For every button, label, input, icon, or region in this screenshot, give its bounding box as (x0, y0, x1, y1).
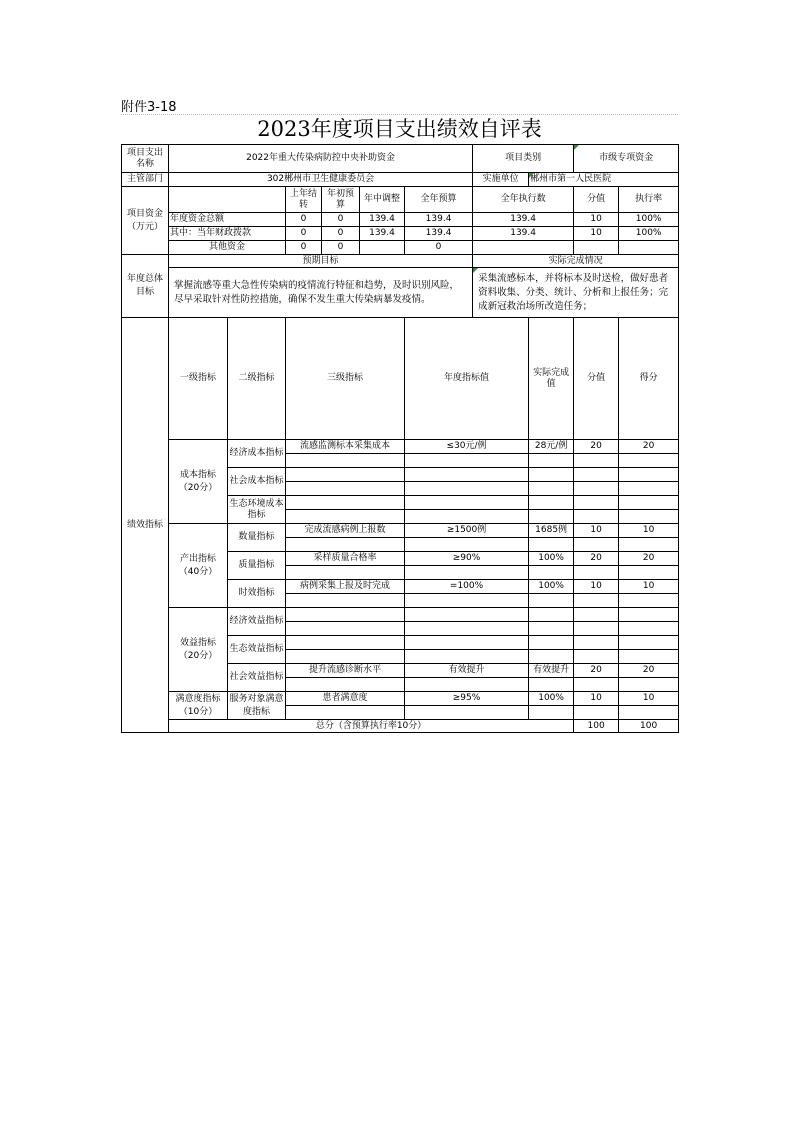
project-name-label: 项目支出名称 (122, 145, 169, 173)
funds-cell: 0 (286, 241, 322, 255)
page-title: 2023年度项目支出绩效自评表 (257, 117, 542, 141)
funds-header-blank (169, 187, 286, 213)
l3-indicator: 采样质量合格率 (286, 552, 405, 566)
score (619, 706, 679, 720)
performance-label: 绩效指标 (122, 318, 169, 733)
target-value (405, 622, 529, 636)
l1-output: 产出指标（40分） (169, 524, 228, 608)
actual-value (529, 636, 574, 650)
score: 10 (619, 692, 679, 706)
funds-row-name: 其中：当年财政拨款 (169, 227, 286, 241)
actual-value (529, 594, 574, 608)
actual-value (529, 468, 574, 482)
perf-header: 一级指标 (169, 318, 228, 440)
l3-indicator (286, 566, 405, 580)
l2-econ-benefit: 经济效益指标 (228, 608, 286, 636)
actual-value (529, 608, 574, 622)
target-value: =100% (405, 580, 529, 594)
funds-cell (619, 241, 679, 255)
l3-indicator (286, 608, 405, 622)
funds-header: 全年执行数 (473, 187, 574, 213)
target-value: ≥95% (405, 692, 529, 706)
perf-header: 二级指标 (228, 318, 286, 440)
score-value: 20 (574, 552, 619, 566)
funds-cell: 139.4 (360, 227, 405, 241)
score-value: 10 (574, 524, 619, 538)
score-value: 10 (574, 580, 619, 594)
l1-benefit: 效益指标（20分） (169, 608, 228, 692)
actual-value: 100% (529, 552, 574, 566)
l2-eco-cost: 生态环境成本指标 (228, 496, 286, 524)
funds-cell: 0 (405, 241, 473, 255)
funds-header: 上年结转 (286, 187, 322, 213)
score-value (574, 496, 619, 510)
target-value: ≤30元/例 (405, 440, 529, 454)
score (619, 454, 679, 468)
score-value (574, 650, 619, 664)
score (619, 566, 679, 580)
actual-value (529, 650, 574, 664)
funds-cell: 0 (322, 227, 360, 241)
funds-cell: 139.4 (360, 213, 405, 227)
l3-indicator (286, 622, 405, 636)
perf-header: 年度指标值 (405, 318, 529, 440)
actual-value: 有效提升 (529, 664, 574, 678)
l3-indicator (286, 482, 405, 496)
funds-header: 年初预算 (322, 187, 360, 213)
score-value (574, 622, 619, 636)
score-value (574, 454, 619, 468)
project-name: 2022年重大传染病防控中央补助资金 (169, 145, 473, 173)
l2-eco-benefit: 生态效益指标 (228, 636, 286, 664)
project-category-label: 项目类别 (473, 145, 574, 173)
score: 20 (619, 440, 679, 454)
target-value (405, 594, 529, 608)
perf-header: 得分 (619, 318, 679, 440)
target-value: 有效提升 (405, 664, 529, 678)
perf-header: 实际完成值 (529, 318, 574, 440)
l1-satisfaction: 满意度指标（10分） (169, 692, 228, 720)
funds-cell (473, 241, 574, 255)
funds-cell: 100% (619, 227, 679, 241)
actual-value (529, 706, 574, 720)
funds-header: 全年预算 (405, 187, 473, 213)
score-value (574, 566, 619, 580)
funds-cell: 100% (619, 213, 679, 227)
score (619, 538, 679, 552)
funds-label: 项目资金（万元） (122, 187, 169, 255)
l2-social-cost: 社会成本指标 (228, 468, 286, 496)
l3-indicator (286, 678, 405, 692)
score-value (574, 678, 619, 692)
l3-indicator (286, 468, 405, 482)
l3-indicator (286, 706, 405, 720)
score: 10 (619, 580, 679, 594)
funds-header: 分值 (574, 187, 619, 213)
score (619, 468, 679, 482)
score: 20 (619, 664, 679, 678)
funds-cell: 139.4 (405, 227, 473, 241)
funds-cell: 0 (286, 213, 322, 227)
l2-timeliness: 时效指标 (228, 580, 286, 608)
actual-value: 100% (529, 692, 574, 706)
score (619, 622, 679, 636)
score (619, 482, 679, 496)
target-value (405, 706, 529, 720)
score-value (574, 706, 619, 720)
l3-indicator (286, 650, 405, 664)
score (619, 636, 679, 650)
funds-row-name: 年度资金总额 (169, 213, 286, 227)
score-value (574, 510, 619, 524)
funds-cell: 0 (286, 227, 322, 241)
target-value (405, 510, 529, 524)
attachment-number: 附件3-18 (121, 100, 177, 115)
perf-header: 三级指标 (286, 318, 405, 440)
funds-cell (360, 241, 405, 255)
dept-label: 主管部门 (122, 173, 169, 187)
score (619, 496, 679, 510)
funds-cell: 139.4 (405, 213, 473, 227)
l3-indicator (286, 454, 405, 468)
actual-result-header: 实际完成情况 (473, 255, 679, 268)
score-value (574, 468, 619, 482)
target-value (405, 636, 529, 650)
score: 20 (619, 552, 679, 566)
l3-indicator: 病例采集上报及时完成 (286, 580, 405, 594)
funds-cell: 10 (574, 213, 619, 227)
project-category: 市级专项资金 (574, 145, 679, 173)
l3-indicator: 患者满意度 (286, 692, 405, 706)
actual-result-text: 采集流感标本，并将标本及时送检，做好患者资料收集、分类、统计、分析和上报任务；完成新冠救治场所改造任务； (473, 268, 679, 318)
actual-value (529, 482, 574, 496)
funds-cell: 0 (322, 241, 360, 255)
l2-econ-cost: 经济成本指标 (228, 440, 286, 468)
actual-value: 100% (529, 580, 574, 594)
score (619, 650, 679, 664)
actual-value: 1685例 (529, 524, 574, 538)
actual-value (529, 454, 574, 468)
target-value: ≥1500例 (405, 524, 529, 538)
funds-cell: 10 (574, 227, 619, 241)
actual-value (529, 678, 574, 692)
total-score-value: 100 (574, 720, 619, 733)
funds-cell (574, 241, 619, 255)
target-value (405, 496, 529, 510)
performance-self-evaluation-table (121, 144, 679, 733)
funds-cell: 139.4 (473, 227, 574, 241)
total-score: 100 (619, 720, 679, 733)
l3-indicator: 流感监测标本采集成本 (286, 440, 405, 454)
actual-value (529, 496, 574, 510)
total-label: 总分（含预算执行率10分） (169, 720, 574, 733)
l2-social-benefit: 社会效益指标 (228, 664, 286, 692)
l3-indicator (286, 510, 405, 524)
target-value (405, 454, 529, 468)
actual-value (529, 510, 574, 524)
target-value (405, 538, 529, 552)
score-value (574, 482, 619, 496)
score (619, 594, 679, 608)
actual-value: 28元/例 (529, 440, 574, 454)
score-value (574, 538, 619, 552)
goal-label: 年度总体目标 (122, 255, 169, 318)
funds-header: 执行率 (619, 187, 679, 213)
impl-unit: 郴州市第一人民医院 (529, 173, 679, 187)
l3-indicator: 提升流感诊断水平 (286, 664, 405, 678)
funds-cell: 0 (322, 213, 360, 227)
score-value (574, 608, 619, 622)
l1-cost: 成本指标（20分） (169, 440, 228, 524)
score (619, 510, 679, 524)
funds-header: 年中调整 (360, 187, 405, 213)
l3-indicator (286, 496, 405, 510)
dept: 302郴州市卫生健康委员会 (169, 173, 473, 187)
actual-value (529, 622, 574, 636)
l3-indicator (286, 594, 405, 608)
target-value (405, 608, 529, 622)
target-value (405, 650, 529, 664)
l3-indicator (286, 636, 405, 650)
score (619, 608, 679, 622)
l2-quality: 质量指标 (228, 552, 286, 580)
l2-quantity: 数量指标 (228, 524, 286, 552)
score-value (574, 636, 619, 650)
actual-value (529, 538, 574, 552)
score (619, 678, 679, 692)
funds-cell: 139.4 (473, 213, 574, 227)
funds-row-name: 其他资金 (169, 241, 286, 255)
actual-value (529, 566, 574, 580)
score-value: 20 (574, 440, 619, 454)
target-value (405, 468, 529, 482)
score: 10 (619, 524, 679, 538)
l3-indicator: 完成流感病例上报数 (286, 524, 405, 538)
score-value: 20 (574, 664, 619, 678)
score-value: 10 (574, 692, 619, 706)
perf-header: 分值 (574, 318, 619, 440)
expected-goal-text: 掌握流感等重大急性传染病的疫情流行特征和趋势，及时识别风险，尽早采取针对性防控措施，确保不发生重大传染病暴发疫情。 (169, 268, 473, 318)
expected-goal-header: 预期目标 (169, 255, 473, 268)
l2-service-satisfaction: 服务对象满意度指标 (228, 692, 286, 720)
score-value (574, 594, 619, 608)
l3-indicator (286, 538, 405, 552)
impl-label: 实施单位 (473, 173, 529, 187)
target-value: ≥90% (405, 552, 529, 566)
target-value (405, 566, 529, 580)
target-value (405, 678, 529, 692)
target-value (405, 482, 529, 496)
